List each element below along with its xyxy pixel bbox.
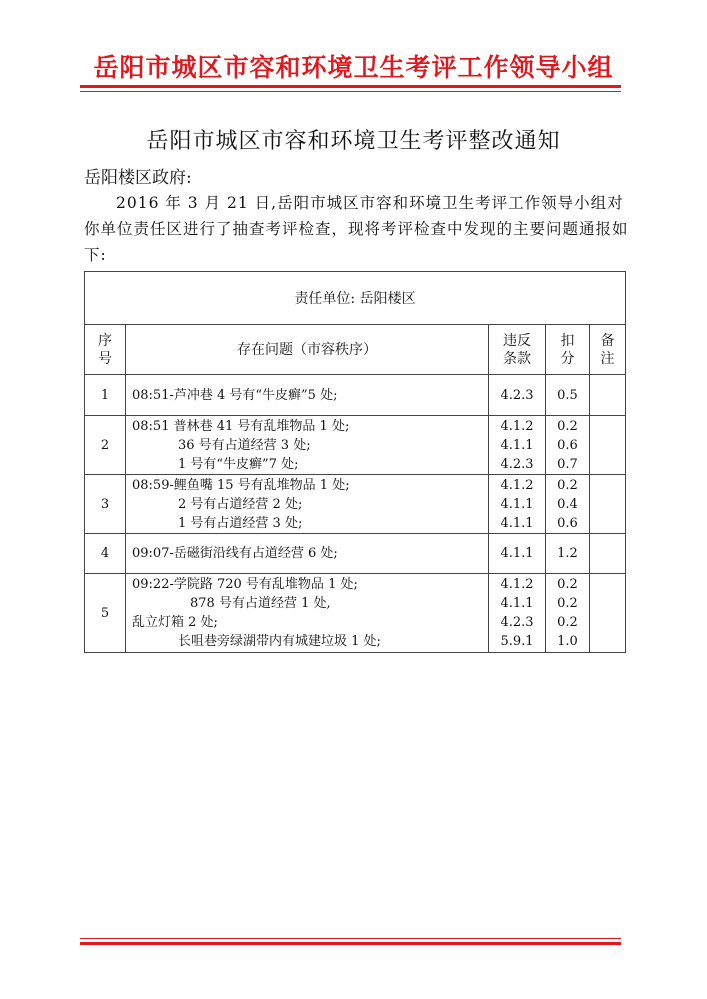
- row-remark: [590, 574, 626, 653]
- clause-value: 4.1.1: [500, 546, 534, 561]
- row-problem: [126, 416, 489, 475]
- row-problem: [126, 574, 489, 653]
- table-row: [85, 416, 626, 475]
- problem-line: 1 号有占道经营 3 处;: [178, 515, 303, 531]
- problem-line: 878 号有占道经营 1 处,: [190, 596, 331, 611]
- row-no: 3: [85, 475, 126, 534]
- problem-line: 08:51 普林巷 41 号有乱堆物品 1 处;: [132, 418, 350, 434]
- table-unit-row: [85, 272, 626, 325]
- deduct-value: 0.7: [557, 456, 578, 472]
- problem-line: 1 号有“牛皮癣”7 处;: [178, 456, 299, 472]
- row-no: 4: [85, 534, 126, 574]
- problem-line: 长咀巷旁绿湖带内有城建垃圾 1 处;: [178, 634, 381, 649]
- deduct-value: 0.6: [557, 515, 578, 531]
- clause-value: 4.1.1: [500, 515, 534, 531]
- header-remark: 备注: [590, 325, 626, 375]
- row-clauses: [489, 416, 546, 475]
- clause-value: 4.1.2: [500, 477, 534, 493]
- body-paragraph: 2016 年 3 月 21 日,岳阳市城区市容和环境卫生考评工作领导小组对你单位责任区进行了抽查考评检查，现将考评检查中发现的主要问题通报如下:: [84, 194, 629, 264]
- problem-line: 08:59-鲤鱼嘴 15 号有乱堆物品 1 处;: [132, 477, 350, 493]
- header-clause: 违反条款: [489, 325, 546, 375]
- row-problem: [126, 475, 489, 534]
- problem-line: 乱立灯箱 2 处;: [132, 615, 218, 630]
- letterhead-rule-thick: [80, 85, 621, 88]
- row-deducts: [546, 574, 590, 653]
- letterhead: 岳阳市城区市容和环境卫生考评工作领导小组: [93, 53, 614, 82]
- row-deducts: [546, 416, 590, 475]
- row-deducts: [546, 375, 590, 416]
- deduct-value: 0.4: [557, 496, 578, 512]
- clause-value: 5.9.1: [500, 634, 534, 649]
- deduct-value: 0.2: [557, 596, 578, 611]
- page-title: 岳阳市城区市容和环境卫生考评整改通知: [146, 129, 561, 154]
- clause-value: 4.2.3: [500, 615, 534, 630]
- header-no: 序号: [85, 325, 126, 375]
- problem-line: 09:22-学院路 720 号有乱堆物品 1 处;: [132, 577, 358, 592]
- row-remark: [590, 416, 626, 475]
- responsible-unit: 责任单位: 岳阳楼区: [85, 272, 626, 325]
- table-row: [85, 574, 626, 653]
- clause-value: 4.1.1: [500, 496, 534, 512]
- clause-value: 4.1.2: [500, 577, 534, 592]
- deduct-value: 0.6: [557, 437, 578, 453]
- row-clauses: [489, 475, 546, 534]
- row-no: 1: [85, 375, 126, 416]
- row-clauses: [489, 574, 546, 653]
- footer-rule-thick: [80, 942, 621, 945]
- clause-value: 4.1.2: [500, 418, 534, 434]
- clause-value: 4.1.1: [500, 437, 534, 453]
- row-remark: [590, 375, 626, 416]
- deduct-value: 0.2: [557, 615, 578, 630]
- problem-line: 08:51-芦冲巷 4 号有“牛皮癣”5 处;: [132, 387, 338, 403]
- row-no: 2: [85, 416, 126, 475]
- row-problem: [126, 534, 489, 574]
- clause-value: 4.2.3: [500, 456, 534, 472]
- deduct-value: 0.5: [557, 387, 578, 403]
- table-header-row: [85, 325, 626, 375]
- row-remark: [590, 534, 626, 574]
- row-clauses: [489, 375, 546, 416]
- row-problem: [126, 375, 489, 416]
- deduct-value: 1.0: [557, 634, 578, 649]
- problem-line: 36 号有占道经营 3 处;: [178, 437, 311, 453]
- clause-value: 4.2.3: [500, 387, 534, 403]
- table-row: [85, 375, 626, 416]
- row-clauses: [489, 534, 546, 574]
- table-row: [85, 475, 626, 534]
- deduct-value: 0.2: [557, 577, 578, 592]
- clause-value: 4.1.1: [500, 596, 534, 611]
- row-deducts: [546, 534, 590, 574]
- letterhead-rule-thin: [80, 91, 621, 92]
- header-problem: 存在问题（市容秩序）: [126, 325, 489, 375]
- row-deducts: [546, 475, 590, 534]
- issues-table: [84, 271, 626, 653]
- deduct-value: 0.2: [557, 477, 578, 493]
- problem-line: 09:07-岳磁街沿线有占道经营 6 处;: [132, 546, 338, 561]
- deduct-value: 0.2: [557, 418, 578, 434]
- problem-line: 2 号有占道经营 2 处;: [178, 496, 303, 512]
- footer-rule-thin: [80, 938, 621, 939]
- row-remark: [590, 475, 626, 534]
- header-deduct: 扣分: [546, 325, 590, 375]
- row-no: 5: [85, 574, 126, 653]
- deduct-value: 1.2: [557, 546, 578, 561]
- addressee: 岳阳楼区政府:: [84, 168, 192, 188]
- table-row: [85, 534, 626, 574]
